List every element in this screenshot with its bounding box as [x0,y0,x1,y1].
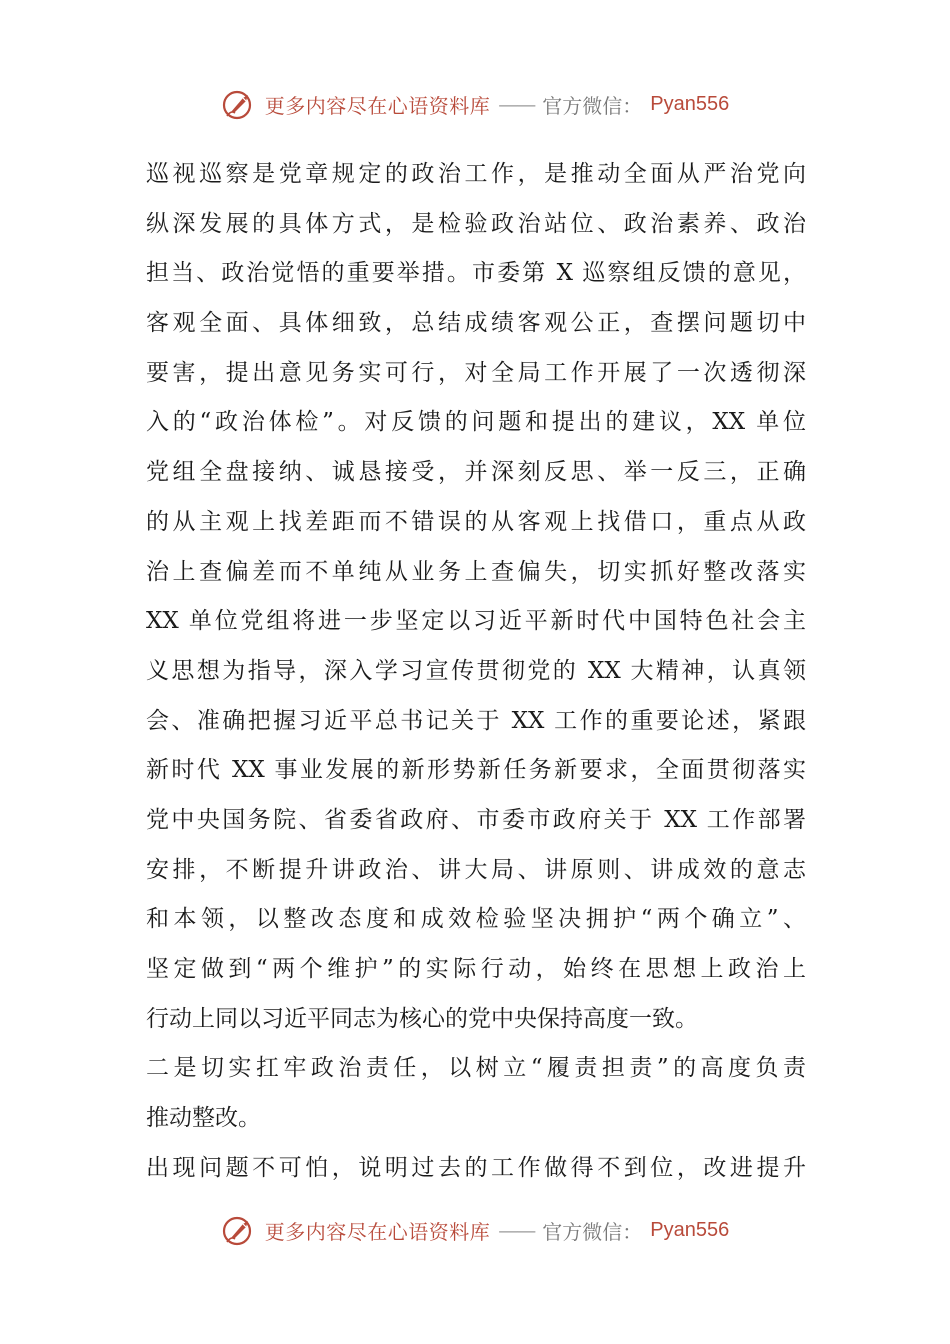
banner-wechat-label: 官方微信： [542,1219,643,1244]
banner-wechat-id: Pyan556 [650,1218,730,1241]
body-line: 党组全盘接纳、诚恳接受，并深刻反思、举一反三，正确 [146,459,806,486]
body-line: 客观全面、具体细致，总结成绩客观公正，查摆问题切中 [146,310,806,337]
body-line: 巡视巡察是党章规定的政治工作，是推动全面从严治党向 [146,161,806,187]
banner-wechat-id: Pyan556 [650,92,730,115]
body-line: 义思想为指导，深入学习宣传贯彻党的 XX 大精神，认真领 [146,657,806,684]
body-line: 会、准确把握习近平总书记关于 XX 工作的重要论述，紧跟 [146,707,806,734]
banner-text: 更多内容尽在心语资料库 [264,1219,491,1244]
body-line: 出现问题不可怕，说明过去的工作做得不到位，改进提升 [146,1154,806,1181]
body-line: 担当、政治觉悟的重要举措。市委第 X 巡察组反馈的意见， [146,260,806,287]
banner-separator: —— [498,1218,535,1242]
pen-nib-logo-icon [221,86,257,122]
document-body [146,150,806,1193]
body-line: 坚定做到“两个维护”的实际行动，始终在思想上政治上 [146,956,806,982]
banner-text: 更多内容尽在心语资料库 [264,93,491,118]
body-line: 新时代 XX 事业发展的新形势新任务新要求，全面贯彻落实 [146,757,806,784]
header-watermark-banner [0,84,950,124]
body-line: 安排，不断提升讲政治、讲大局、讲原则、讲成效的意志 [146,856,806,883]
body-line: 推动整改。 [146,1105,261,1132]
body-line: 治上查偏差而不单纯从业务上查偏失，切实抓好整改落实 [146,558,806,585]
body-line: 二是切实扛牢政治责任，以树立“履责担责”的高度负责 [146,1055,806,1082]
banner-wechat-label: 官方微信： [542,93,643,118]
body-line: 入的“政治体检”。对反馈的问题和提出的建议，XX 单位 [146,409,806,436]
pen-nib-logo-icon [221,1212,257,1248]
body-line: 党中央国务院、省委省政府、市委市政府关于 XX 工作部署 [146,806,806,833]
body-line: 的从主观上找差距而不错误的从客观上找借口，重点从政 [146,508,806,535]
footer-watermark-banner [0,1210,950,1250]
body-line: XX 单位党组将进一步坚定以习近平新时代中国特色社会主 [146,608,806,635]
body-line: 和本领，以整改态度和成效检验坚决拥护“两个确立”、 [146,906,806,933]
body-line: 纵深发展的具体方式，是检验政治站位、政治素养、政治 [146,210,806,237]
body-line: 行动上同以习近平同志为核心的党中央保持高度一致。 [146,1005,698,1032]
banner-separator: —— [498,92,535,116]
body-line: 要害，提出意见务实可行，对全局工作开展了一次透彻深 [146,359,806,386]
